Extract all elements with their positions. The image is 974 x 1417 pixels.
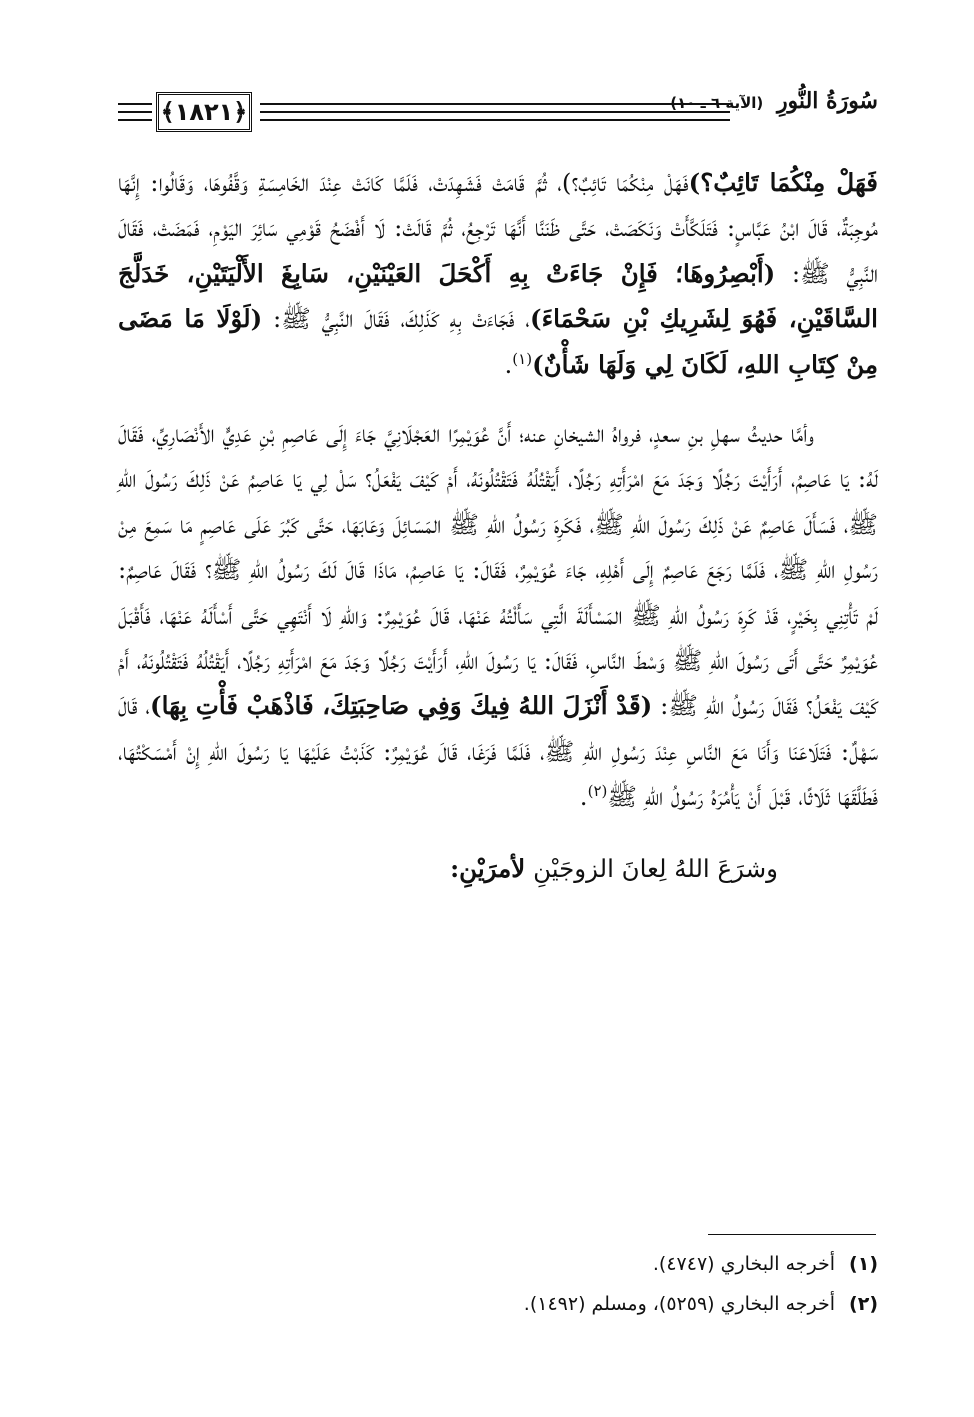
p3-text: وشرَعَ اللهُ لِعانَ الزوجَيْنِ (525, 853, 778, 883)
paragraph-3 (118, 846, 878, 891)
page-header (118, 86, 878, 142)
p1-end: . (504, 349, 513, 379)
surah-title: سُورَةُ النُّورِ (776, 88, 878, 114)
header-rule-left-top (118, 103, 152, 105)
p1-opening-quote: فَهَلْ مِنْكُمَا تَائِبٌ؟) (688, 168, 878, 197)
footnote-2 (118, 1284, 878, 1324)
footnote-text: أخرجه البخاري (٤٧٤٧). (652, 1253, 836, 1275)
p2-end: . (579, 782, 588, 812)
p1-hadith-quote: (أَبْصِرُوهَا؛ فَإِنْ جَاءَتْ بِهِ أَكْحَلَ العَيْنَيْنِ، سَابِغَ الأَلْيَتَيْنِ، خَدَلَّجَ السَّاقَيْنِ، فَهُوَ لِشَرِيكِ بْنِ سَحْمَاءَ) (118, 258, 878, 334)
p1-narration: فَهَلْ مِنْكُمَا تَائِبٌ؟)، ثُمَّ قَامَتْ فَشَهِدَتْ، فَلَمَّا كَانَتْ عِنْدَ الخَامِسَةِ وَقَّفُوهَا، وَقَالُوا: إِنَّهَا مُوجِبَةٌ، قَالَ ابْنُ عَبَّاسٍ: فَتَلَكَّأَتْ وَنَكَصَتْ، حَتَّى ظَنَنَّا أَنَّهَا تَرْجِعُ، ثُمَّ قَالَتْ: لَا أَفْضَحُ قَوْمِي سَائِرَ اليَوْمِ، فَمَضَتْ، فَقَالَ النَّبِيُّ ﷺ: (118, 168, 879, 288)
paragraph-1 (118, 160, 878, 387)
footnote-text: أخرجه البخاري (٥٢٥٩)، ومسلم (١٤٩٢). (523, 1293, 836, 1315)
paragraph-2 (118, 411, 878, 820)
p1-narration-cont: ، فَجَاءَتْ بِهِ كَذَلِكَ، فَقَالَ النَّبِيُّ ﷺ: (262, 304, 530, 334)
ayah-range: (الآية ٦ ـ ١٠) (670, 94, 764, 112)
p2-narration-cont: ، قَالَ سَهْلٌ: فَتَلَاعَنَا وَأَنَا مَعَ النَّاسِ عِنْدَ رَسُولِ اللهِ ﷺ، فَلَمَّا فَرَغَا، قَالَ عُوَيْمِرٌ: كَذَبْتُ عَلَيْهَا يَا رَسُولَ اللهِ إِنْ أَمْسَكْتُهَا، فَطَلَّقَهَا ثَلَاثًا، قَبْلَ أَنْ يَأْمُرَهُ رَسُولُ اللهِ ﷺ (118, 691, 878, 812)
page-number: ﴿١٨٢١﴾ (156, 92, 252, 132)
main-text (118, 160, 878, 891)
header-rule-left-bottom (118, 119, 152, 121)
footnote-ref-1[interactable]: (١) (512, 349, 533, 368)
surah-title-block (658, 88, 878, 130)
p2-hadith-quote: (قَدْ أَنْزَلَ اللهُ فِيكَ وَفِي صَاحِبَتِكَ، فَاذْهَبْ فَأْتِ بِهَا) (150, 691, 653, 721)
footnotes (118, 1244, 878, 1324)
footnote-separator (708, 1234, 876, 1235)
p3-emphasis: لأمرَيْنِ: (450, 853, 526, 883)
footnote-number: (٢) (849, 1293, 878, 1315)
footnote-1 (118, 1244, 878, 1284)
footnote-ref-2[interactable]: (٢) (587, 782, 608, 801)
footnote-number: (١) (849, 1253, 878, 1275)
p2-narration: وأمَّا حديثُ سهلِ بنِ سعدٍ، فرواهُ الشيخانِ عنه؛ أَنَّ عُوَيْمِرًا العَجْلَانِيَّ جَاءَ إِلَى عَاصِمِ بْنِ عَدِيٍّ الأَنْصَارِيِّ، فَقَالَ لَهُ: يَا عَاصِمُ، أَرَأَيْتَ رَجُلًا وَجَدَ مَعَ امْرَأَتِهِ رَجُلًا، أَيَقْتُلُهُ فَتَقْتُلُونَهُ، أَمْ كَيْفَ يَفْعَلُ؟ سَلْ لِي يَا عَاصِمُ عَنْ ذَلِكَ رَسُولَ اللهِ ﷺ، فَسَأَلَ عَاصِمٌ عَنْ ذَلِكَ رَسُولَ اللهِ ﷺ، فَكَرِهَ رَسُولُ اللهِ ﷺ المَسَائِلَ وَعَابَهَا، حَتَّى كَبُرَ عَلَى عَاصِمٍ مَا سَمِعَ مِنْ رَسُولِ اللهِ ﷺ، فَلَمَّا رَجَعَ عَاصِمٌ إِلَى أَهْلِهِ، جَاءَ عُوَيْمِرٌ، فَقَالَ: يَا عَاصِمُ، مَاذَا قَالَ لَكَ رَسُولُ اللهِ ﷺ؟ فَقَالَ عَاصِمٌ: لَمْ تَأْتِنِي بِخَيْرٍ، قَدْ كَرِهَ رَسُولُ اللهِ ﷺ المَسْأَلَةَ الَّتِي سَأَلْتُهُ عَنْهَا، قَالَ عُوَيْمِرٌ: وَاللهِ لَا أَنْتَهِي حَتَّى أَسْأَلَهُ عَنْهَا، فَأَقْبَلَ عُوَيْمِرٌ حَتَّى أَتَى رَسُولَ اللهِ ﷺ وَسْطَ النَّاسِ، فَقَالَ: يَا رَسُولَ اللهِ، أَرَأَيْتَ رَجُلًا وَجَدَ مَعَ امْرَأَتِهِ رَجُلًا، أَيَقْتُلُهُ فَتَقْتُلُونَهُ، أَمْ كَيْفَ يَفْعَلُ؟ فَقَالَ رَسُولُ اللهِ ﷺ: (118, 419, 878, 721)
header-rule-left-middle (118, 111, 152, 113)
p1-hadith-quote-2: (لَوْلَا مَا مَضَى مِنْ كِتَابِ اللهِ، لَكَانَ لِي وَلَهَا شَأْنٌ) (118, 304, 878, 379)
